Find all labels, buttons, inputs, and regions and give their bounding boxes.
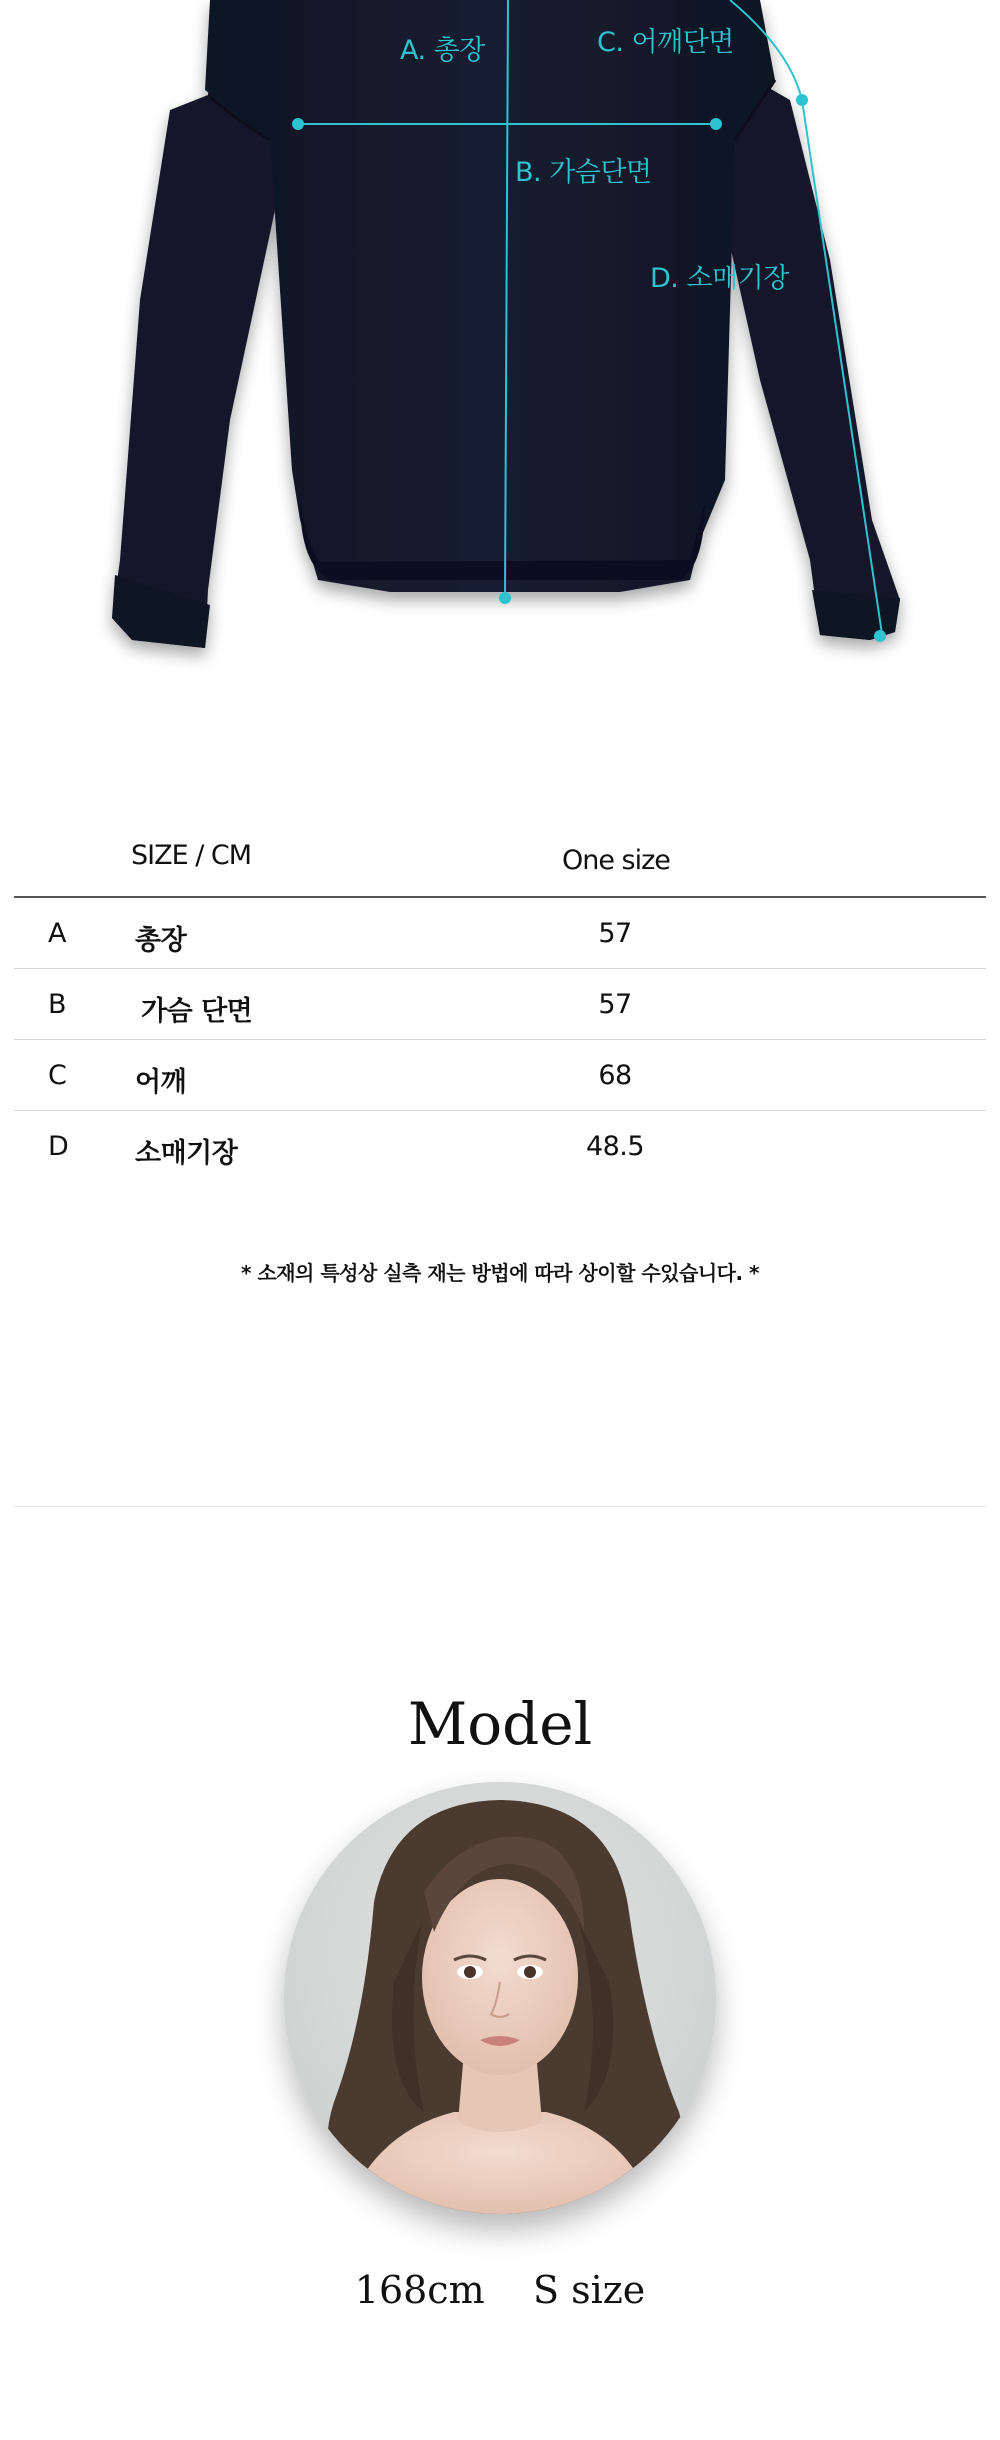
- length-label: A. 총장: [400, 35, 485, 66]
- garment-measurement-image: [0, 0, 1000, 680]
- table-header: [14, 830, 986, 898]
- table-row: [14, 1111, 986, 1181]
- row-part: 가슴 단면: [141, 996, 253, 1027]
- measurement-notice: * 소재의 특성상 실측 재는 방법에 따라 상이할 수있습니다. *: [240, 1261, 760, 1285]
- sweatshirt-illustration: [0, 0, 1000, 680]
- sleeve-label: D. 소매기장: [650, 263, 789, 294]
- row-code: D: [48, 1131, 69, 1162]
- model-title: Model: [407, 1690, 593, 1758]
- model-photo: [284, 1782, 716, 2214]
- section-divider: [14, 1506, 986, 1507]
- one-size-header: One size: [562, 845, 670, 876]
- row-value: 68: [598, 1060, 632, 1091]
- row-value: 57: [598, 918, 632, 949]
- row-value: 48.5: [585, 1131, 645, 1162]
- model-portrait-illustration: [284, 1782, 716, 2214]
- chest-label: B. 가슴단면: [515, 157, 652, 188]
- size-table: [14, 830, 986, 1181]
- row-code: C: [48, 1060, 67, 1091]
- table-row: [14, 898, 986, 969]
- table-row: [14, 969, 986, 1040]
- row-value: 57: [598, 989, 632, 1020]
- row-code: B: [48, 989, 67, 1020]
- model-size-info: [0, 2268, 1000, 2312]
- model-size: S size: [532, 2268, 646, 2312]
- shoulder-label: C. 어깨단면: [597, 27, 734, 58]
- model-height: 168cm: [354, 2268, 485, 2312]
- torso: [205, 0, 775, 592]
- size-unit-header: SIZE / CM: [131, 840, 252, 871]
- row-part: 어깨: [135, 1067, 187, 1098]
- row-part: 총장: [135, 925, 187, 956]
- row-part: 소매기장: [135, 1138, 238, 1169]
- row-code: A: [48, 918, 67, 949]
- table-row: [14, 1040, 986, 1111]
